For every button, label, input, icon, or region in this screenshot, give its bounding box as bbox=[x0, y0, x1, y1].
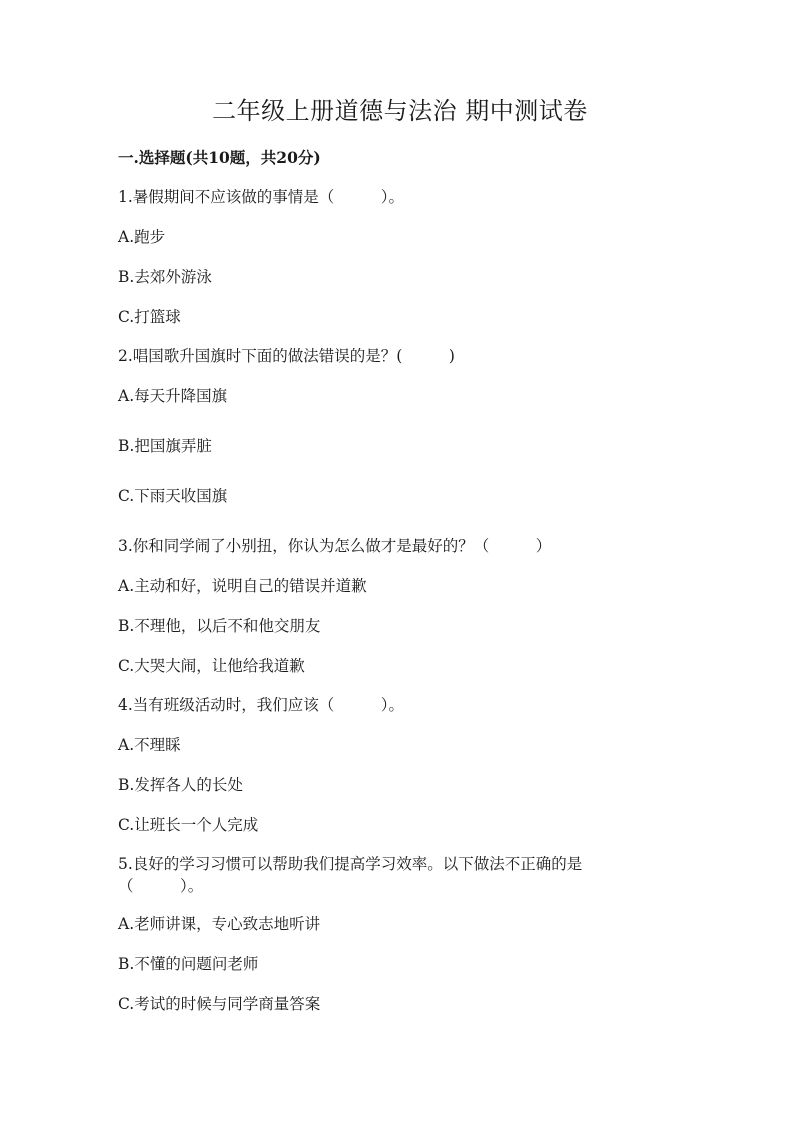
question-2-stem: 2.唱国歌升国旗时下面的做法错误的是？( ) bbox=[118, 347, 455, 365]
question-5-stem: 5.良好的学习习惯可以帮助我们提高学习效率。以下做法不正确的是（ ）。 bbox=[118, 855, 583, 895]
question-3-stem: 3.你和同学闹了小别扭，你认为怎么做才是最好的？（ ） bbox=[118, 537, 552, 555]
section-heading: 一.选择题(共10题，共20分) bbox=[118, 148, 321, 167]
question-2-option-c: C.下雨天收国旗 bbox=[118, 487, 228, 505]
page-title: 二年级上册道德与法治 期中测试卷 bbox=[212, 97, 588, 125]
question-1-option-a: A.跑步 bbox=[118, 228, 166, 246]
question-4-option-a: A.不理睬 bbox=[118, 736, 181, 754]
question-5-option-c: C.考试的时候与同学商量答案 bbox=[118, 995, 321, 1013]
question-3-option-c: C.大哭大闹，让他给我道歉 bbox=[118, 657, 305, 675]
question-4-option-b: B.发挥各人的长处 bbox=[118, 776, 243, 794]
question-2-option-b: B.把国旗弄脏 bbox=[118, 437, 212, 455]
question-4-option-c: C.让班长一个人完成 bbox=[118, 816, 259, 834]
question-5-option-a: A.老师讲课，专心致志地听讲 bbox=[118, 915, 321, 933]
question-1-option-c: C.打篮球 bbox=[118, 308, 181, 326]
question-4-stem: 4.当有班级活动时，我们应该（ ）。 bbox=[118, 696, 405, 714]
question-3-option-b: B.不理他，以后不和他交朋友 bbox=[118, 617, 321, 635]
question-1-option-b: B.去郊外游泳 bbox=[118, 268, 212, 286]
question-5-option-b: B.不懂的问题问老师 bbox=[118, 955, 259, 973]
question-1-stem: 1.暑假期间不应该做的事情是（ ）。 bbox=[118, 188, 405, 206]
question-2-option-a: A.每天升降国旗 bbox=[118, 387, 228, 405]
question-3-option-a: A.主动和好，说明自己的错误并道歉 bbox=[118, 577, 367, 595]
